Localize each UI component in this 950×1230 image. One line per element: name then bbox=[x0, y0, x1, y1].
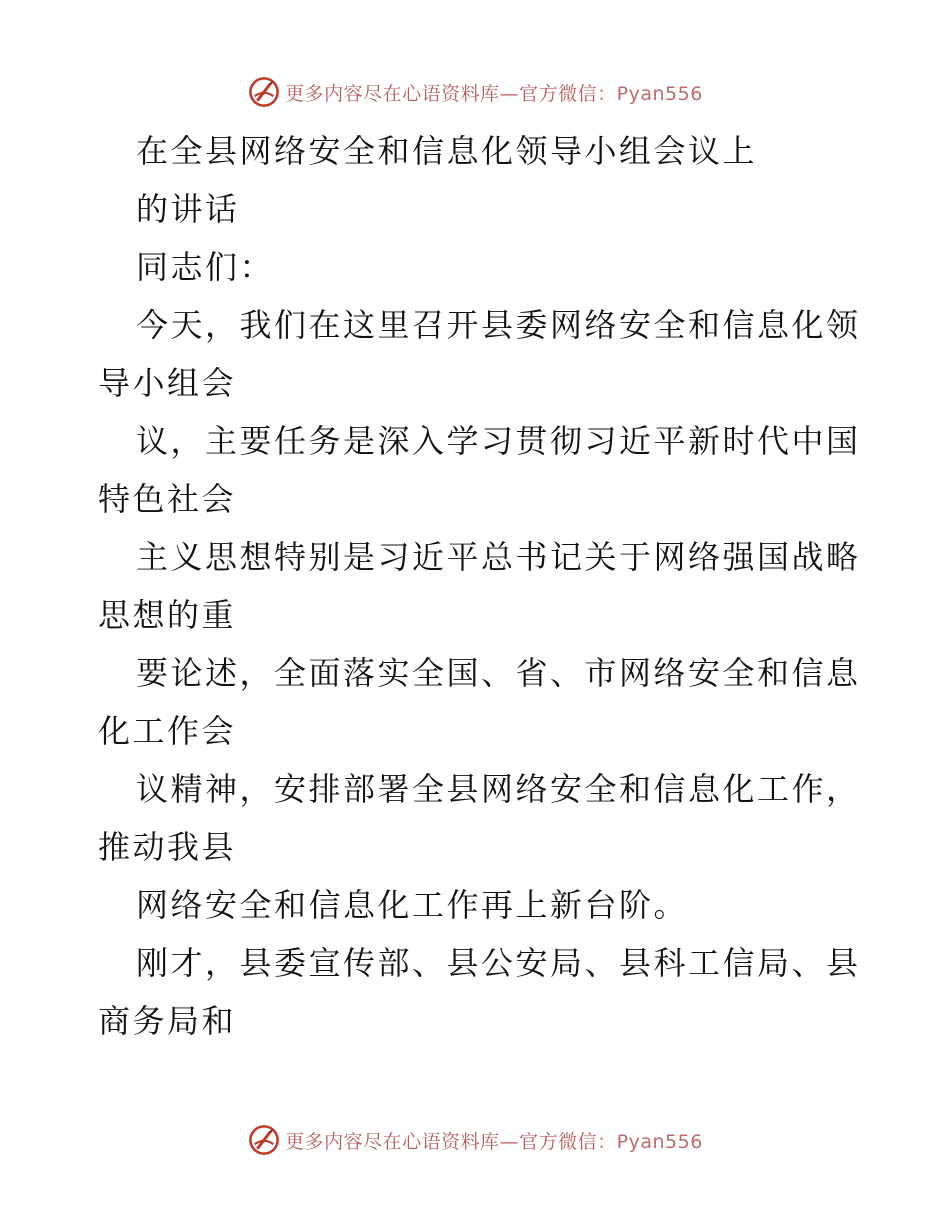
document-line: 特色社会 bbox=[98, 480, 237, 518]
document-line: 推动我县 bbox=[98, 828, 237, 866]
document-line: 网络安全和信息化工作再上新台阶。 bbox=[136, 886, 689, 924]
document-line: 导小组会 bbox=[98, 364, 237, 402]
document-line: 今天，我们在这里召开县委网络安全和信息化领 bbox=[136, 306, 861, 344]
document-line: 议精神，安排部署全县网络安全和信息化工作， bbox=[136, 770, 861, 808]
document-line: 议，主要任务是深入学习贯彻习近平新时代中国 bbox=[136, 422, 861, 460]
document-line: 主义思想特别是习近平总书记关于网络强国战略 bbox=[136, 538, 861, 576]
header-banner bbox=[0, 72, 950, 112]
banner-wechat-id: Pyan556 bbox=[616, 1130, 703, 1153]
banner-cn-text: 更多内容尽在心语资料库—官方微信： bbox=[285, 82, 617, 105]
book-pen-logo-icon bbox=[247, 1123, 281, 1157]
document-line: 思想的重 bbox=[98, 596, 237, 634]
banner-text bbox=[285, 1127, 703, 1154]
document-line: 要论述，全面落实全国、省、市网络安全和信息 bbox=[136, 654, 861, 692]
document-line: 刚才，县委宣传部、县公安局、县科工信局、县 bbox=[136, 944, 861, 982]
banner-text bbox=[285, 79, 703, 106]
document-line: 同志们： bbox=[136, 248, 275, 286]
book-pen-logo-icon bbox=[247, 75, 281, 109]
document-body bbox=[98, 122, 861, 1050]
document-line: 商务局和 bbox=[98, 1002, 237, 1040]
document-line: 化工作会 bbox=[98, 712, 237, 750]
document-line: 的讲话 bbox=[136, 190, 240, 228]
document-line: 在全县网络安全和信息化领导小组会议上 bbox=[136, 132, 758, 170]
banner-cn-text: 更多内容尽在心语资料库—官方微信： bbox=[285, 1130, 617, 1153]
banner-wechat-id: Pyan556 bbox=[616, 82, 703, 105]
footer-banner bbox=[0, 1120, 950, 1160]
